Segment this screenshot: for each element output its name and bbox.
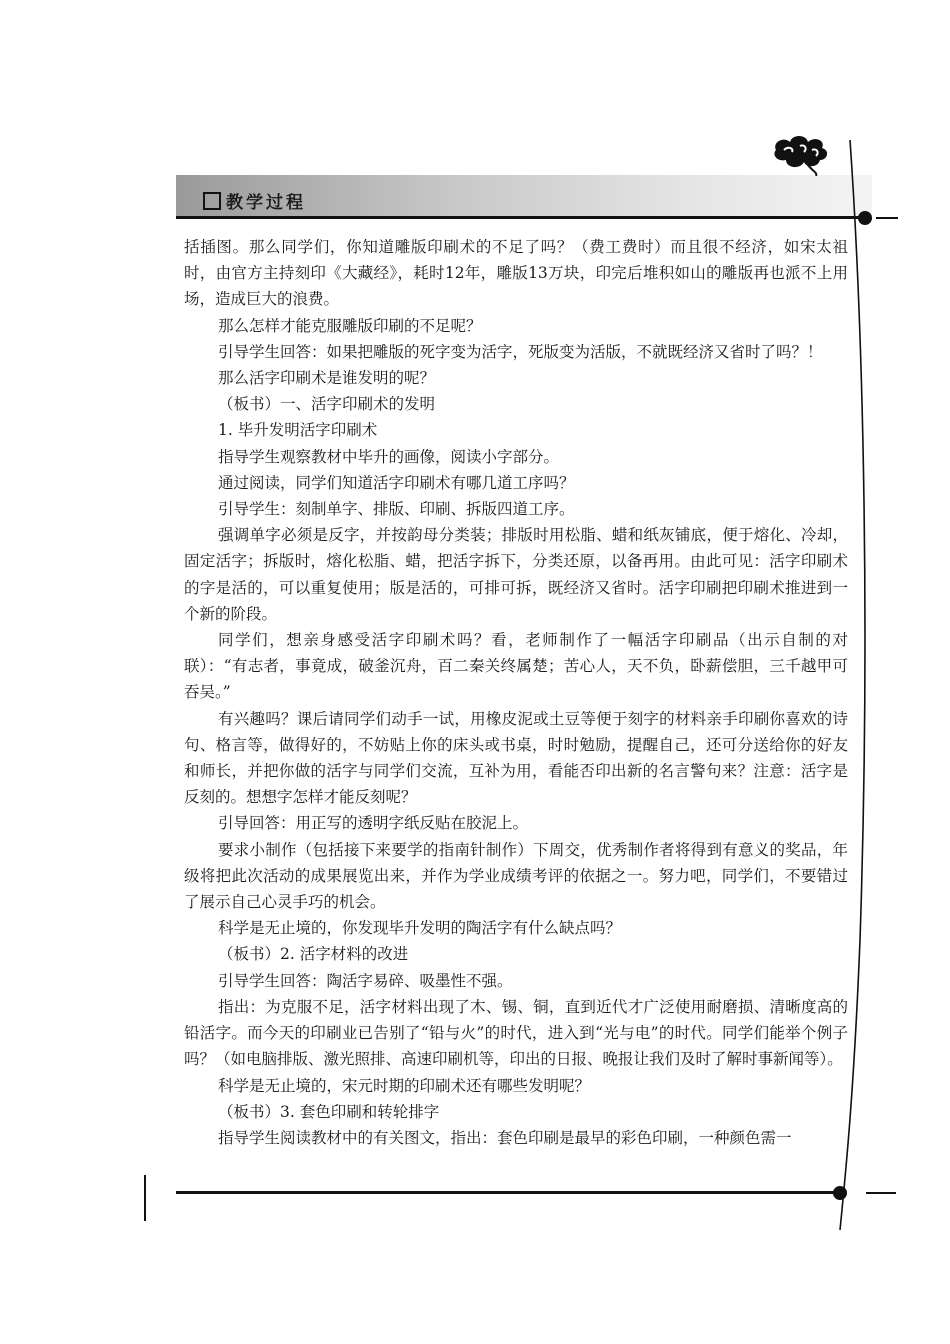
paragraph: 要求小制作（包括接下来要学的指南针制作）下周交，优秀制作者将得到有意义的奖品，年级将把此次活动的成果展览出来，并作为学业成绩考评的依据之一。努力吧，同学们，不要错过了展示自己心灵手巧的机会。 bbox=[184, 840, 848, 912]
checkbox-icon bbox=[203, 192, 221, 210]
paragraph: 引导回答：用正写的透明字纸反贴在胶泥上。 bbox=[218, 814, 529, 833]
paragraph: 强调单字必须是反字，并按韵母分类装；排版时用松脂、蜡和纸灰铺底，便于熔化、冷却，固定活字；拆版时，熔化松脂、蜡，把活字拆下，分类还原，以备再用。由此可见：活字印刷术的字是活的，可以重复使用；版是活的，可排可拆，既经济又省时。活字印刷把印刷术推进到一个新的阶段。 bbox=[184, 526, 848, 623]
paragraph: 指导学生阅读教材中的有关图文，指出：套色印刷是最早的彩色印刷，一种颜色需一 bbox=[218, 1128, 792, 1147]
paragraph: 科学是无止境的，宋元时期的印刷术还有哪些发明呢？ bbox=[218, 1076, 591, 1095]
paragraph: 引导学生回答：陶活字易碎、吸墨性不强。 bbox=[218, 971, 513, 990]
paragraph: 那么活字印刷术是谁发明的呢？ bbox=[218, 369, 436, 388]
footer-dash-ornament bbox=[866, 1192, 896, 1194]
subheading: 1. 毕升发明活字印刷术 bbox=[218, 421, 378, 440]
board-note: （板书）3. 套色印刷和转轮排字 bbox=[218, 1102, 440, 1121]
paragraph: 同学们，想亲身感受活字印刷术吗？看，老师制作了一幅活字印刷品（出示自制的对联）：“有志者，事竟成，破釜沉舟，百二秦关终属楚；苦心人，天不负，卧薪偿胆，三千越甲可吞吴。” bbox=[184, 631, 848, 702]
paragraph: 引导学生：刻制单字、排版、印刷、拆版四道工序。 bbox=[218, 500, 575, 519]
paragraph: 那么怎样才能克服雕版印刷的不足呢？ bbox=[218, 316, 482, 335]
paragraph: 括插图。那么同学们，你知道雕版印刷术的不足了吗？（费工费时）而且很不经济，如宋太祖时，由官方主持刻印《大藏经》，耗时12年，雕版13万块，印完后堆积如山的雕版再也派不上用场，造成巨大的浪费。 bbox=[184, 238, 848, 309]
left-margin-tick bbox=[144, 1175, 146, 1221]
paragraph: 引导学生回答：如果把雕版的死字变为活字，死版变为活版，不就既经济又省时了吗？！ bbox=[218, 342, 823, 361]
paragraph: 有兴趣吗？课后请同学们动手一试，用橡皮泥或土豆等便于刻字的材料亲手印刷你喜欢的诗句、格言等，做得好的，不妨贴上你的床头或书桌，时时勉励，提醒自己，还可分送给你的好友和师长，并把你做的活字与同学们交流，互补为用，看能否印出新的名言警句来？注意：活字是反刻的。想想字怎样才能反刻呢？ bbox=[184, 709, 848, 807]
header-divider bbox=[176, 216, 868, 219]
board-note: （板书）2. 活字材料的改进 bbox=[218, 945, 409, 964]
paragraph: 通过阅读，同学们知道活字印刷术有哪几道工序吗？ bbox=[218, 473, 575, 492]
footer-dot-ornament bbox=[833, 1186, 847, 1200]
paragraph: 科学是无止境的，你发现毕升发明的陶活字有什么缺点吗？ bbox=[218, 919, 622, 938]
paragraph: 指出：为克服不足，活字材料出现了木、锡、铜，直到近代才广泛使用耐磨损、清晰度高的铅活字。而今天的印刷业已告别了“铅与火”的时代，进入到“光与电”的时代。同学们能举个例子吗？（如电脑排版、激光照排、高速印刷机等，印出的日报、晚报让我们及时了解时事新闻等）。 bbox=[184, 997, 848, 1069]
lesson-body bbox=[184, 234, 848, 1151]
section-title: 教学过程 bbox=[226, 193, 306, 213]
paragraph: 指导学生观察教材中毕升的画像，阅读小字部分。 bbox=[218, 447, 560, 466]
board-note: （板书）一、活字印刷术的发明 bbox=[218, 395, 436, 414]
footer-divider bbox=[176, 1191, 840, 1194]
